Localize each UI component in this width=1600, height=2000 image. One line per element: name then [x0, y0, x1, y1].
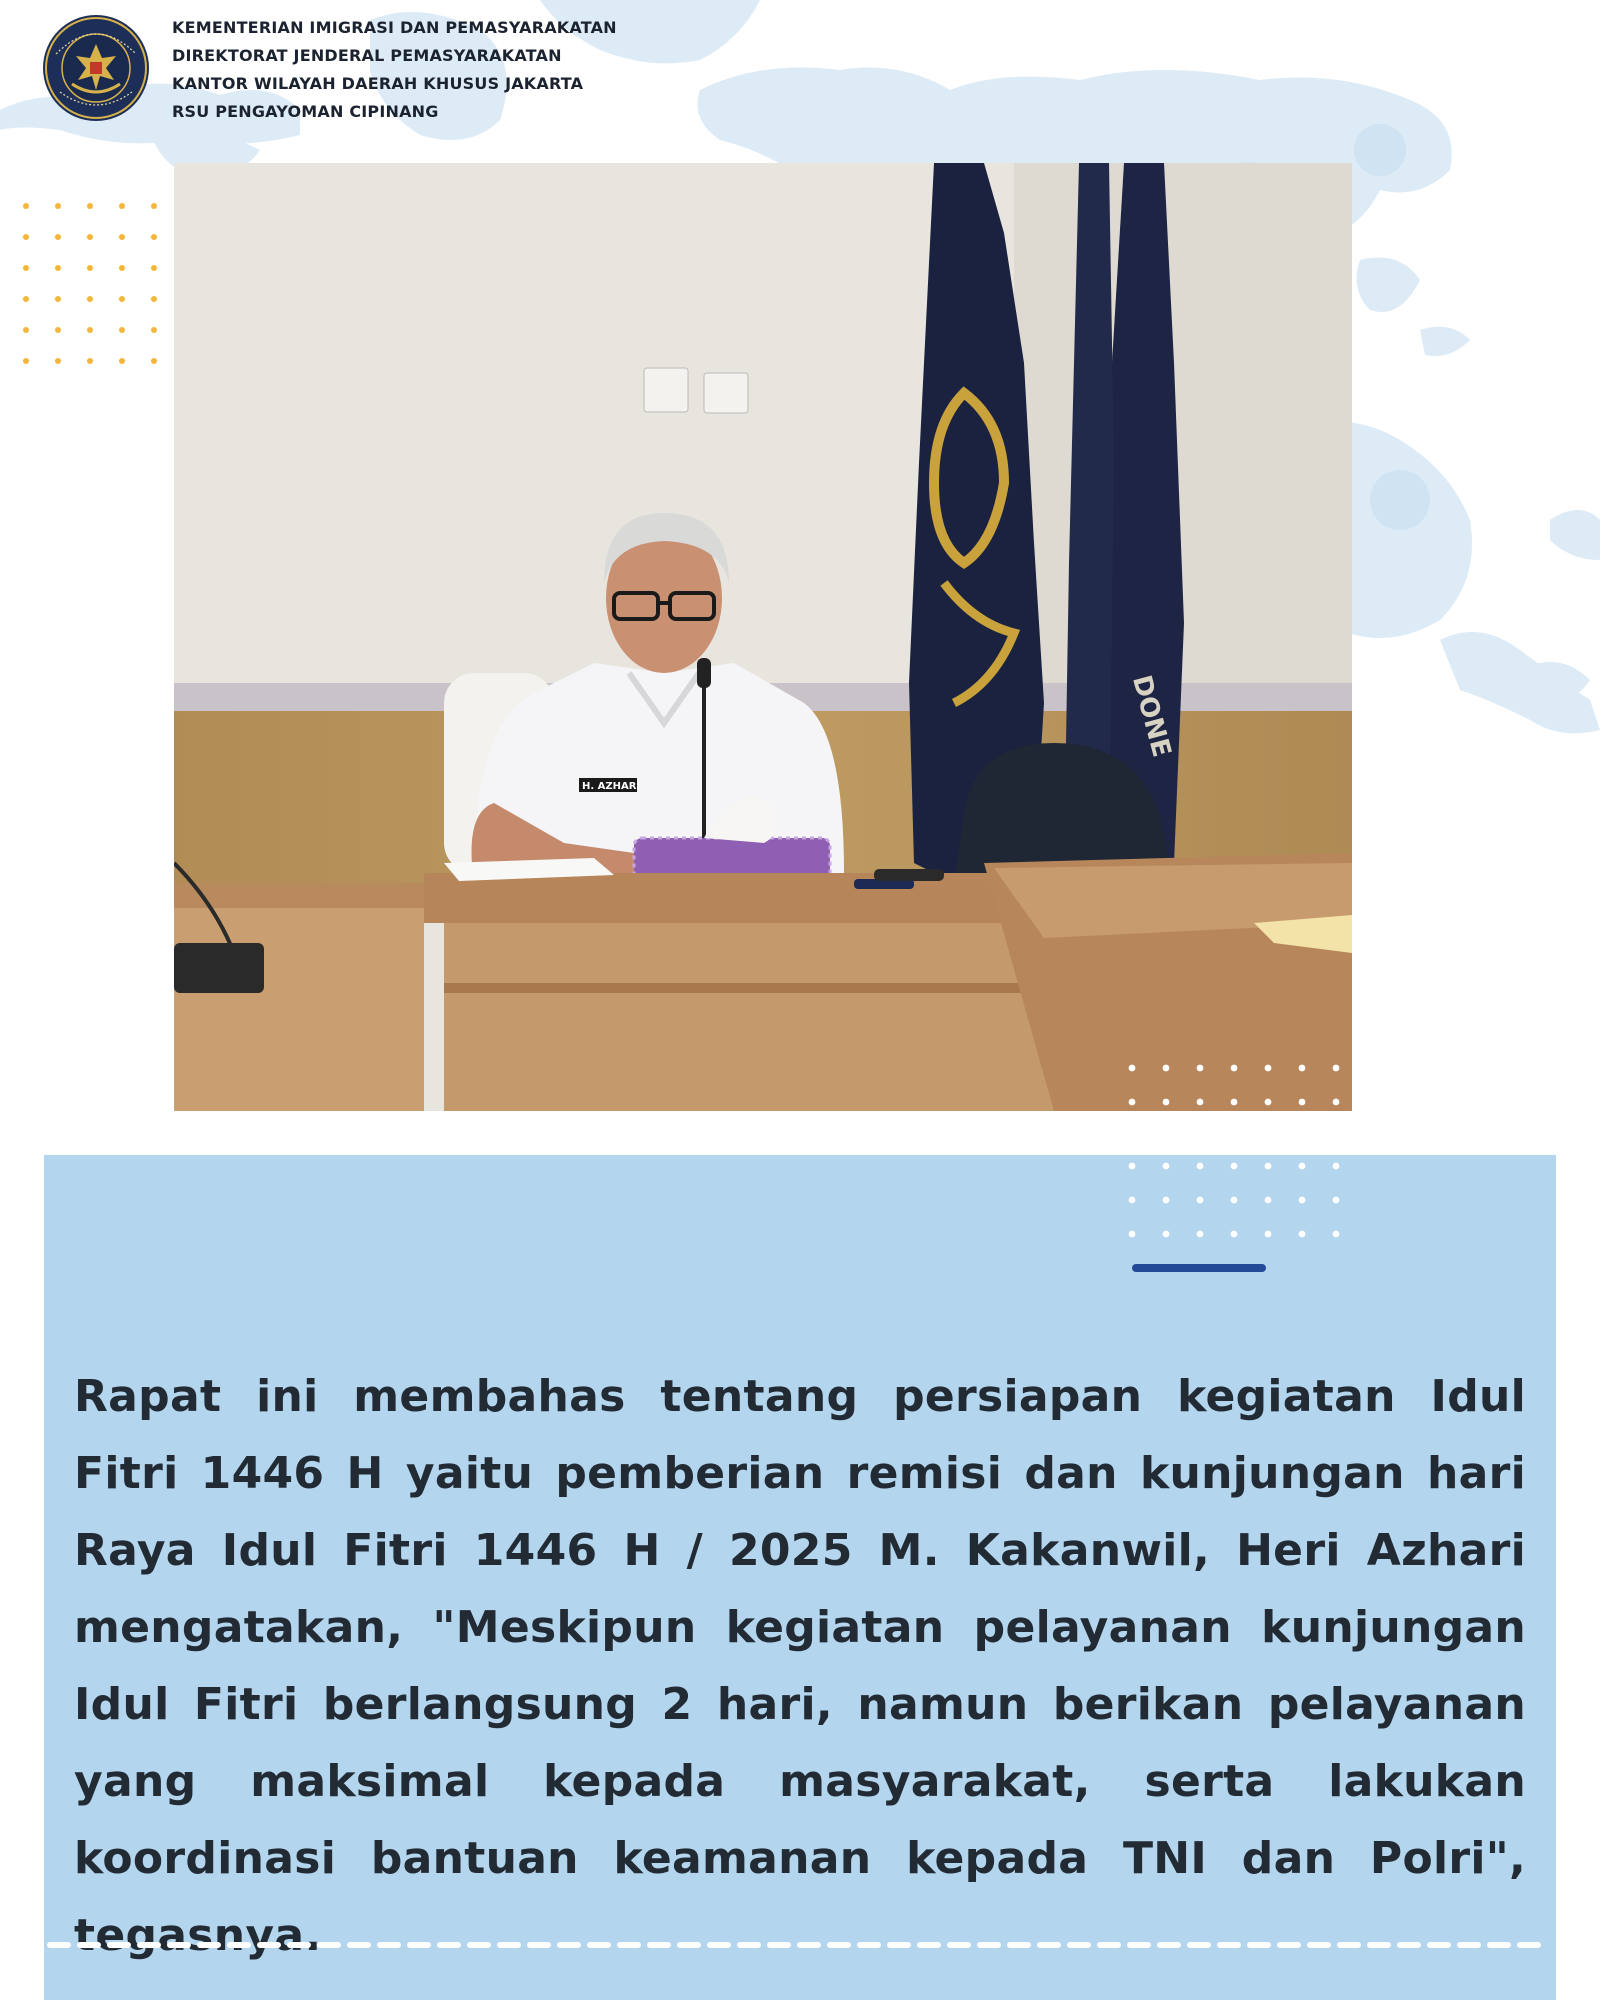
body-paragraph: Rapat ini membahas tentang persiapan kegiatan Idul Fitri 1446 H yaitu pemberian remisi dan kunjungan hari Raya Idul Fitri 1446 H / 2025 M. Kakanwil, Heri Azhari mengatakan, "Meskipun kegiatan pelayanan kunjungan Idul Fitri berlangsung 2 hari, namun berikan pelayanan yang maksimal kepada masyarakat, serta lakukan koordinasi bantuan keamanan kepada TNI dan Polri", tegasnya.	[74, 1371, 1526, 1961]
header-line-hospital: RSU PENGAYOMAN CIPINANG	[172, 102, 439, 121]
header-line-regional-office: KANTOR WILAYAH DAERAH KHUSUS JAKARTA	[172, 74, 584, 93]
name-tag: H. AZHARI	[582, 781, 641, 792]
panel-dot-grid-decoration	[1126, 1160, 1356, 1240]
dashed-divider	[44, 1940, 1556, 1950]
white-dot-grid-decoration	[1126, 1062, 1356, 1112]
flag-lettering: DONE	[1125, 672, 1177, 761]
header-line-directorate: DIREKTORAT JENDERAL PEMASYARAKATAN	[172, 46, 562, 65]
accent-bar	[1132, 1264, 1266, 1272]
meeting-photo	[174, 163, 1352, 1111]
institution-header	[172, 14, 617, 126]
header-line-ministry: KEMENTERIAN IMIGRASI DAN PEMASYARAKATAN	[172, 18, 617, 37]
garuda-emblem-icon	[42, 14, 150, 122]
